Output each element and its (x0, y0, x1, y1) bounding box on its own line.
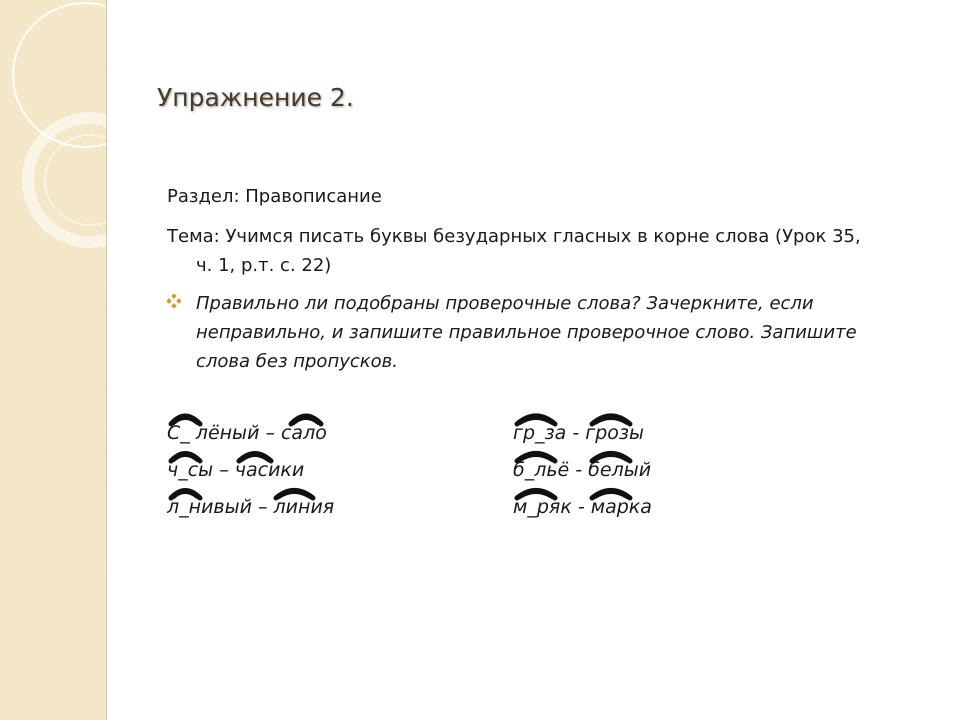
topic-line-2: ч. 1, р.т. с. 22) (196, 255, 332, 276)
section-line: Раздел: Правописание (167, 186, 382, 207)
topic-line-1: Тема: Учимся писать буквы безударных гласных в корне слова (Урок 35, (167, 226, 861, 247)
slide-title: Упражнение 2. (157, 83, 354, 112)
word-pair-right-1: гр_за - грозы (513, 422, 644, 444)
word-pair-left-2: ч_сы – часики (167, 459, 305, 481)
word-pair-right-3: м_ряк - марка (513, 496, 652, 518)
word-pair-left-1: С_ лёный – сало (167, 422, 327, 444)
word-pair-left-3: л_нивый – линия (167, 496, 335, 518)
task-text: Правильно ли подобраны проверочные слова? Зачеркните, если неправильно, и запишите правильное проверочное слово. Запишите слова без пропусков. (196, 293, 857, 372)
word-pair-right-2: б_льё - белый (513, 459, 652, 481)
